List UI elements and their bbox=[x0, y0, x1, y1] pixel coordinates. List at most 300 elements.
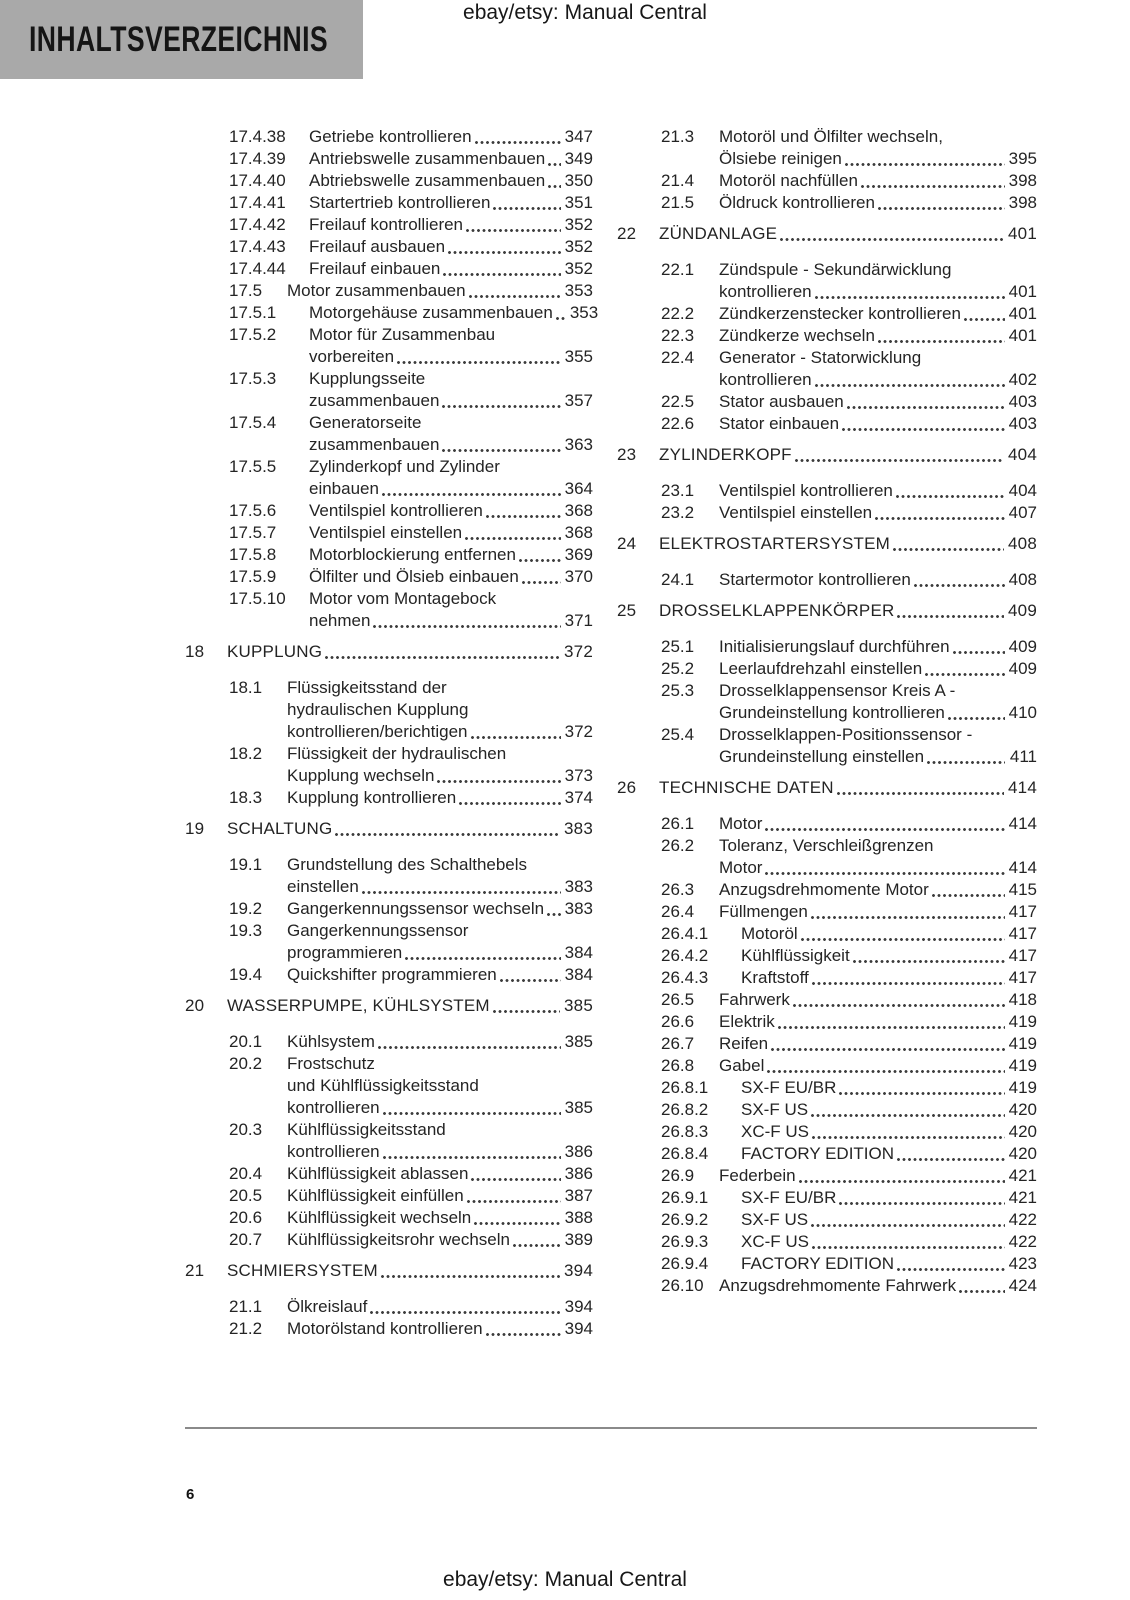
toc-entry bbox=[617, 1121, 1037, 1143]
entry-page: 401 bbox=[1008, 304, 1037, 323]
entry-number: 21 bbox=[185, 1261, 205, 1280]
entry-body bbox=[659, 223, 1037, 245]
dot-leader bbox=[486, 515, 561, 519]
entry-page: 369 bbox=[564, 545, 593, 564]
entry-body bbox=[659, 600, 1037, 622]
toc-entry bbox=[185, 818, 593, 840]
toc-entry bbox=[617, 1033, 1037, 1055]
dot-leader bbox=[475, 141, 561, 145]
entry-page: 408 bbox=[1008, 534, 1037, 553]
dot-leader bbox=[383, 1112, 561, 1116]
entry-body bbox=[309, 544, 593, 566]
entry-title: Ventilspiel kontrollieren bbox=[309, 501, 483, 520]
entry-number: 18.1 bbox=[229, 678, 263, 697]
toc-entry bbox=[185, 1229, 593, 1251]
entry-title: Ventilspiel einstellen bbox=[719, 503, 873, 522]
dot-leader bbox=[522, 581, 561, 585]
toc-entry bbox=[617, 1011, 1037, 1033]
entry-page: 357 bbox=[564, 391, 593, 410]
entry-page: 386 bbox=[564, 1164, 593, 1183]
toc-entry bbox=[617, 391, 1037, 413]
entry-number: 17.5.6 bbox=[229, 501, 277, 520]
entry-title: Fahrwerk bbox=[719, 990, 790, 1009]
toc-entry bbox=[185, 412, 593, 456]
toc-entry bbox=[185, 192, 593, 214]
entry-page: 423 bbox=[1008, 1254, 1037, 1273]
entry-body bbox=[287, 1053, 593, 1119]
entry-page: 402 bbox=[1008, 370, 1037, 389]
entry-number: 26.4.3 bbox=[661, 968, 709, 987]
entry-title: FACTORY EDITION bbox=[741, 1144, 895, 1163]
toc-entry bbox=[617, 600, 1037, 622]
entry-title: kontrollieren bbox=[287, 1142, 380, 1161]
entry-title: Motorblockierung entfernen bbox=[309, 545, 516, 564]
toc-entry bbox=[185, 566, 593, 588]
dot-leader bbox=[897, 615, 1004, 619]
entry-page: 401 bbox=[1008, 224, 1037, 243]
entry-title-line: Drosselklappensensor Kreis A - bbox=[719, 681, 956, 700]
entry-title: Freilauf kontrollieren bbox=[309, 215, 464, 234]
entry-title: kontrollieren/berichtigen bbox=[287, 722, 468, 741]
entry-body bbox=[719, 724, 1037, 768]
dot-leader bbox=[474, 1222, 560, 1226]
entry-body bbox=[309, 522, 593, 544]
entry-title: Leerlaufdrehzahl einstellen bbox=[719, 659, 923, 678]
entry-page: 409 bbox=[1008, 601, 1037, 620]
toc-entry bbox=[185, 522, 593, 544]
entry-page: 419 bbox=[1008, 1078, 1037, 1097]
dot-leader bbox=[811, 1224, 1005, 1228]
entry-body bbox=[719, 1033, 1037, 1055]
entry-title: Ölsiebe reinigen bbox=[719, 149, 842, 168]
dot-leader bbox=[378, 1046, 561, 1050]
entry-body bbox=[719, 989, 1037, 1011]
toc-entry bbox=[185, 787, 593, 809]
entry-body bbox=[719, 1055, 1037, 1077]
entry-body bbox=[227, 1260, 593, 1282]
entry-title: SX-F EU/BR bbox=[741, 1188, 837, 1207]
toc-entry bbox=[617, 170, 1037, 192]
entry-number: 17.4.44 bbox=[229, 259, 286, 278]
dot-leader bbox=[767, 1070, 1004, 1074]
entry-title-line: Flüssigkeitsstand der bbox=[287, 678, 447, 697]
entry-body bbox=[287, 1207, 593, 1229]
entry-body bbox=[287, 920, 593, 964]
entry-title: Zündkerzenstecker kontrollieren bbox=[719, 304, 961, 323]
entry-number: 24 bbox=[617, 534, 637, 553]
entry-title: KUPPLUNG bbox=[227, 642, 323, 661]
dot-leader bbox=[765, 872, 1004, 876]
toc-entry bbox=[617, 1099, 1037, 1121]
entry-title: Öldruck kontrollieren bbox=[719, 193, 875, 212]
entry-title: Kühlflüssigkeit ablassen bbox=[287, 1164, 469, 1183]
entry-title: Ventilspiel kontrollieren bbox=[719, 481, 893, 500]
toc-entry bbox=[185, 1318, 593, 1340]
toc-right-column bbox=[617, 126, 1037, 1297]
dot-leader bbox=[853, 960, 1005, 964]
toc-entry bbox=[617, 259, 1037, 303]
entry-title: Motoröl bbox=[741, 924, 798, 943]
entry-page: 389 bbox=[564, 1230, 593, 1249]
dot-leader bbox=[465, 537, 561, 541]
toc-entry bbox=[185, 500, 593, 522]
entry-body bbox=[741, 1121, 1037, 1143]
entry-number: 22.5 bbox=[661, 392, 695, 411]
entry-number: 23 bbox=[617, 445, 637, 464]
dot-leader bbox=[953, 651, 1005, 655]
toc-entry bbox=[617, 1077, 1037, 1099]
entry-body bbox=[741, 1099, 1037, 1121]
entry-number: 25.2 bbox=[661, 659, 695, 678]
dot-leader bbox=[839, 1202, 1004, 1206]
toc-entry bbox=[617, 658, 1037, 680]
entry-title: Freilauf einbauen bbox=[309, 259, 441, 278]
entry-page: 395 bbox=[1008, 149, 1037, 168]
toc-entry bbox=[617, 1165, 1037, 1187]
entry-page: 372 bbox=[564, 722, 593, 741]
entry-number: 19.2 bbox=[229, 899, 263, 918]
entry-title: Motor zusammenbauen bbox=[287, 281, 466, 300]
toc-entry bbox=[617, 923, 1037, 945]
entry-title-line: Generator - Statorwicklung bbox=[719, 348, 922, 367]
entry-page: 417 bbox=[1008, 924, 1037, 943]
entry-number: 26.10 bbox=[661, 1276, 704, 1295]
dot-leader bbox=[795, 459, 1004, 463]
entry-title: SX-F EU/BR bbox=[741, 1078, 837, 1097]
entry-page: 352 bbox=[564, 215, 593, 234]
toc-entry bbox=[185, 258, 593, 280]
entry-body bbox=[719, 879, 1037, 901]
entry-body bbox=[719, 1275, 1037, 1297]
dot-leader bbox=[471, 1178, 560, 1182]
entry-body bbox=[287, 1229, 593, 1251]
entry-page: 374 bbox=[564, 788, 593, 807]
entry-number: 19 bbox=[185, 819, 205, 838]
entry-number: 20.5 bbox=[229, 1186, 263, 1205]
toc-entry bbox=[617, 1209, 1037, 1231]
entry-number: 20.3 bbox=[229, 1120, 263, 1139]
entry-page: 418 bbox=[1008, 990, 1037, 1009]
entry-title: Motorölstand kontrollieren bbox=[287, 1319, 483, 1338]
entry-title: kontrollieren bbox=[719, 282, 812, 301]
entry-number: 21.2 bbox=[229, 1319, 263, 1338]
entry-number: 18.2 bbox=[229, 744, 263, 763]
entry-number: 21.3 bbox=[661, 127, 695, 146]
entry-page: 387 bbox=[564, 1186, 593, 1205]
entry-page: 388 bbox=[564, 1208, 593, 1227]
entry-page: 421 bbox=[1008, 1188, 1037, 1207]
entry-page: 355 bbox=[564, 347, 593, 366]
dot-leader bbox=[812, 1246, 1005, 1250]
entry-page: 384 bbox=[564, 965, 593, 984]
entry-page: 417 bbox=[1008, 902, 1037, 921]
entry-body bbox=[227, 818, 593, 840]
entry-body bbox=[287, 1296, 593, 1318]
entry-number: 17.5.7 bbox=[229, 523, 277, 542]
entry-page: 363 bbox=[564, 435, 593, 454]
entry-title: SCHMIERSYSTEM bbox=[227, 1261, 378, 1280]
toc-entry bbox=[617, 347, 1037, 391]
entry-number: 26.6 bbox=[661, 1012, 695, 1031]
toc-entry bbox=[185, 126, 593, 148]
entry-page: 394 bbox=[564, 1297, 593, 1316]
entry-page: 407 bbox=[1008, 503, 1037, 522]
entry-number: 25 bbox=[617, 601, 637, 620]
entry-title-line: Grundstellung des Schalthebels bbox=[287, 855, 528, 874]
entry-page: 419 bbox=[1008, 1012, 1037, 1031]
entry-title: Ventilspiel einstellen bbox=[309, 523, 463, 542]
toc-entry bbox=[617, 989, 1037, 1011]
entry-page: 385 bbox=[564, 1098, 593, 1117]
entry-page: 408 bbox=[1008, 570, 1037, 589]
entry-title: TECHNISCHE DATEN bbox=[659, 778, 834, 797]
entry-title: XC-F US bbox=[741, 1122, 809, 1141]
entry-title-line: Gangerkennungssensor bbox=[287, 921, 469, 940]
entry-page: 386 bbox=[564, 1142, 593, 1161]
entry-body bbox=[741, 1077, 1037, 1099]
dot-leader bbox=[466, 229, 561, 233]
entry-title: ZÜNDANLAGE bbox=[659, 224, 778, 243]
entry-title: Initialisierungslauf durchführen bbox=[719, 637, 950, 656]
entry-title: Grundeinstellung einstellen bbox=[719, 747, 925, 766]
entry-title: Kraftstoff bbox=[741, 968, 809, 987]
entry-number: 26.1 bbox=[661, 814, 695, 833]
entry-number: 25.4 bbox=[661, 725, 695, 744]
entry-body bbox=[287, 677, 593, 743]
dot-leader bbox=[799, 1180, 1005, 1184]
entry-title: Ölkreislauf bbox=[287, 1297, 368, 1316]
dot-leader bbox=[842, 428, 1005, 432]
entry-body bbox=[287, 1031, 593, 1053]
entry-title-line: Generatorseite bbox=[309, 413, 422, 432]
footer-divider bbox=[185, 1427, 1037, 1429]
entry-page: 350 bbox=[564, 171, 593, 190]
entry-title-line: Flüssigkeit der hydraulischen bbox=[287, 744, 507, 763]
dot-leader bbox=[812, 1136, 1005, 1140]
entry-number: 17.5 bbox=[229, 281, 263, 300]
dot-leader bbox=[771, 1048, 1004, 1052]
entry-body bbox=[309, 302, 599, 324]
dot-leader bbox=[443, 273, 560, 277]
entry-body bbox=[719, 480, 1037, 502]
toc-entry bbox=[185, 170, 593, 192]
entry-body bbox=[719, 835, 1037, 879]
entry-page: 368 bbox=[564, 523, 593, 542]
entry-page: 385 bbox=[564, 1032, 593, 1051]
entry-page: 352 bbox=[564, 259, 593, 278]
entry-body bbox=[309, 170, 593, 192]
dot-leader bbox=[861, 185, 1005, 189]
toc-entry bbox=[617, 1055, 1037, 1077]
toc-entry bbox=[617, 126, 1037, 170]
entry-page: 419 bbox=[1008, 1056, 1037, 1075]
entry-body bbox=[719, 680, 1037, 724]
toc-entry bbox=[185, 148, 593, 170]
entry-number: 18 bbox=[185, 642, 205, 661]
entry-body bbox=[719, 813, 1037, 835]
entry-body bbox=[287, 964, 593, 986]
entry-title: einbauen bbox=[309, 479, 379, 498]
entry-title: Kupplung kontrollieren bbox=[287, 788, 457, 807]
entry-body bbox=[287, 1119, 593, 1163]
dot-leader bbox=[837, 792, 1004, 796]
entry-title: Kupplung wechseln bbox=[287, 766, 435, 785]
dot-leader bbox=[362, 891, 561, 895]
entry-number: 26.8 bbox=[661, 1056, 695, 1075]
entry-number: 17.5.2 bbox=[229, 325, 277, 344]
entry-number: 26.8.2 bbox=[661, 1100, 709, 1119]
dot-leader bbox=[847, 406, 1005, 410]
entry-title: kontrollieren bbox=[719, 370, 812, 389]
entry-number: 17.5.5 bbox=[229, 457, 277, 476]
entry-page: 394 bbox=[564, 1319, 593, 1338]
dot-leader bbox=[493, 1010, 560, 1014]
toc-entry bbox=[185, 1296, 593, 1318]
entry-number: 17.5.4 bbox=[229, 413, 277, 432]
entry-title: kontrollieren bbox=[287, 1098, 380, 1117]
entry-number: 26.9.4 bbox=[661, 1254, 709, 1273]
entry-page: 383 bbox=[564, 899, 593, 918]
toc-entry bbox=[617, 835, 1037, 879]
toc-entry bbox=[185, 898, 593, 920]
dot-leader bbox=[780, 238, 1004, 242]
entry-title: Ölfilter und Ölsieb einbauen bbox=[309, 567, 519, 586]
toc-entry bbox=[617, 533, 1037, 555]
entry-title-line: Kupplungsseite bbox=[309, 369, 426, 388]
entry-number: 18.3 bbox=[229, 788, 263, 807]
toc-entry bbox=[617, 1275, 1037, 1297]
toc-entry bbox=[185, 236, 593, 258]
entry-number: 17.4.40 bbox=[229, 171, 286, 190]
dot-leader bbox=[442, 405, 560, 409]
entry-title-line: Motor für Zusammenbau bbox=[309, 325, 496, 344]
entry-number: 21.4 bbox=[661, 171, 695, 190]
entry-number: 22.1 bbox=[661, 260, 695, 279]
dot-leader bbox=[811, 916, 1005, 920]
toc-entry bbox=[185, 1053, 593, 1119]
entry-title: WASSERPUMPE, KÜHLSYSTEM bbox=[227, 996, 490, 1015]
toc-entry bbox=[617, 945, 1037, 967]
entry-number: 26.8.1 bbox=[661, 1078, 709, 1097]
entry-body bbox=[287, 898, 593, 920]
entry-page: 414 bbox=[1008, 814, 1037, 833]
entry-number: 20.6 bbox=[229, 1208, 263, 1227]
entry-body bbox=[741, 1187, 1037, 1209]
page-title: INHALTSVERZEICHNIS bbox=[29, 19, 328, 59]
entry-page: 403 bbox=[1008, 414, 1037, 433]
entry-title: Kühlflüssigkeitsrohr wechseln bbox=[287, 1230, 510, 1249]
entry-title: Antriebswelle zusammenbauen bbox=[309, 149, 546, 168]
dot-leader bbox=[405, 957, 560, 961]
dot-leader bbox=[486, 1333, 561, 1337]
entry-title: zusammenbauen bbox=[309, 391, 440, 410]
entry-body bbox=[309, 126, 593, 148]
entry-number: 17.4.41 bbox=[229, 193, 286, 212]
entry-number: 17.5.3 bbox=[229, 369, 277, 388]
entry-title: Füllmengen bbox=[719, 902, 808, 921]
entry-title: Kühlflüssigkeit wechseln bbox=[287, 1208, 472, 1227]
toc-entry bbox=[185, 1260, 593, 1282]
dot-leader bbox=[897, 1268, 1005, 1272]
entry-title: Kühlsystem bbox=[287, 1032, 375, 1051]
dot-leader bbox=[548, 163, 560, 167]
entry-title: Anzugsdrehmomente Motor bbox=[719, 880, 929, 899]
dot-leader bbox=[959, 1290, 1004, 1294]
dot-leader bbox=[964, 318, 1005, 322]
toc-entry bbox=[185, 1207, 593, 1229]
toc-entry bbox=[617, 967, 1037, 989]
toc-entry bbox=[617, 480, 1037, 502]
entry-title-line: Zündspule - Sekundärwicklung bbox=[719, 260, 952, 279]
dot-leader bbox=[878, 340, 1005, 344]
dot-leader bbox=[897, 1158, 1005, 1162]
dot-leader bbox=[547, 913, 561, 917]
entry-number: 26.9.1 bbox=[661, 1188, 709, 1207]
entry-title: Federbein bbox=[719, 1166, 796, 1185]
entry-page: 383 bbox=[564, 819, 593, 838]
entry-number: 20.2 bbox=[229, 1054, 263, 1073]
entry-body bbox=[287, 787, 593, 809]
entry-page: 368 bbox=[564, 501, 593, 520]
entry-title: zusammenbauen bbox=[309, 435, 440, 454]
entry-title: FACTORY EDITION bbox=[741, 1254, 895, 1273]
dot-leader bbox=[845, 163, 1005, 167]
dot-leader bbox=[801, 938, 1005, 942]
header-title: ebay/etsy: Manual Central bbox=[463, 1, 707, 24]
entry-body bbox=[719, 391, 1037, 413]
entry-title: Reifen bbox=[719, 1034, 769, 1053]
entry-number: 26.9.2 bbox=[661, 1210, 709, 1229]
toc-left-column bbox=[185, 126, 599, 1340]
entry-number: 26.3 bbox=[661, 880, 695, 899]
entry-number: 21.5 bbox=[661, 193, 695, 212]
entry-number: 25.1 bbox=[661, 637, 695, 656]
entry-number: 22.6 bbox=[661, 414, 695, 433]
entry-number: 20.7 bbox=[229, 1230, 263, 1249]
entry-page: 414 bbox=[1008, 858, 1037, 877]
entry-body bbox=[287, 1163, 593, 1185]
dot-leader bbox=[914, 584, 1005, 588]
entry-body bbox=[659, 777, 1037, 799]
entry-page: 373 bbox=[564, 766, 593, 785]
entry-body bbox=[309, 500, 593, 522]
entry-page: 401 bbox=[1008, 326, 1037, 345]
entry-title: Motoröl nachfüllen bbox=[719, 171, 858, 190]
entry-title: Motorgehäuse zusammenbauen bbox=[309, 303, 553, 322]
dot-leader bbox=[811, 1114, 1005, 1118]
entry-page: 417 bbox=[1008, 968, 1037, 987]
toc-entry bbox=[617, 444, 1037, 466]
entry-title: XC-F US bbox=[741, 1232, 809, 1251]
entry-number: 26.4 bbox=[661, 902, 695, 921]
entry-number: 26.8.3 bbox=[661, 1122, 709, 1141]
entry-page: 404 bbox=[1008, 445, 1037, 464]
dot-leader bbox=[519, 559, 561, 563]
entry-title: Motor bbox=[719, 814, 763, 833]
entry-title-line: Motoröl und Ölfilter wechseln, bbox=[719, 127, 943, 146]
dot-leader bbox=[548, 185, 560, 189]
footer-title: ebay/etsy: Manual Central bbox=[443, 1568, 687, 1591]
entry-page: 424 bbox=[1008, 1276, 1037, 1295]
entry-body bbox=[309, 148, 593, 170]
dot-leader bbox=[397, 361, 561, 365]
toc-entry bbox=[185, 324, 593, 368]
entry-page: 370 bbox=[564, 567, 593, 586]
entry-page: 372 bbox=[564, 642, 593, 661]
entry-title: Kühlflüssigkeit bbox=[741, 946, 850, 965]
entry-body bbox=[309, 588, 593, 632]
toc-entry bbox=[617, 777, 1037, 799]
